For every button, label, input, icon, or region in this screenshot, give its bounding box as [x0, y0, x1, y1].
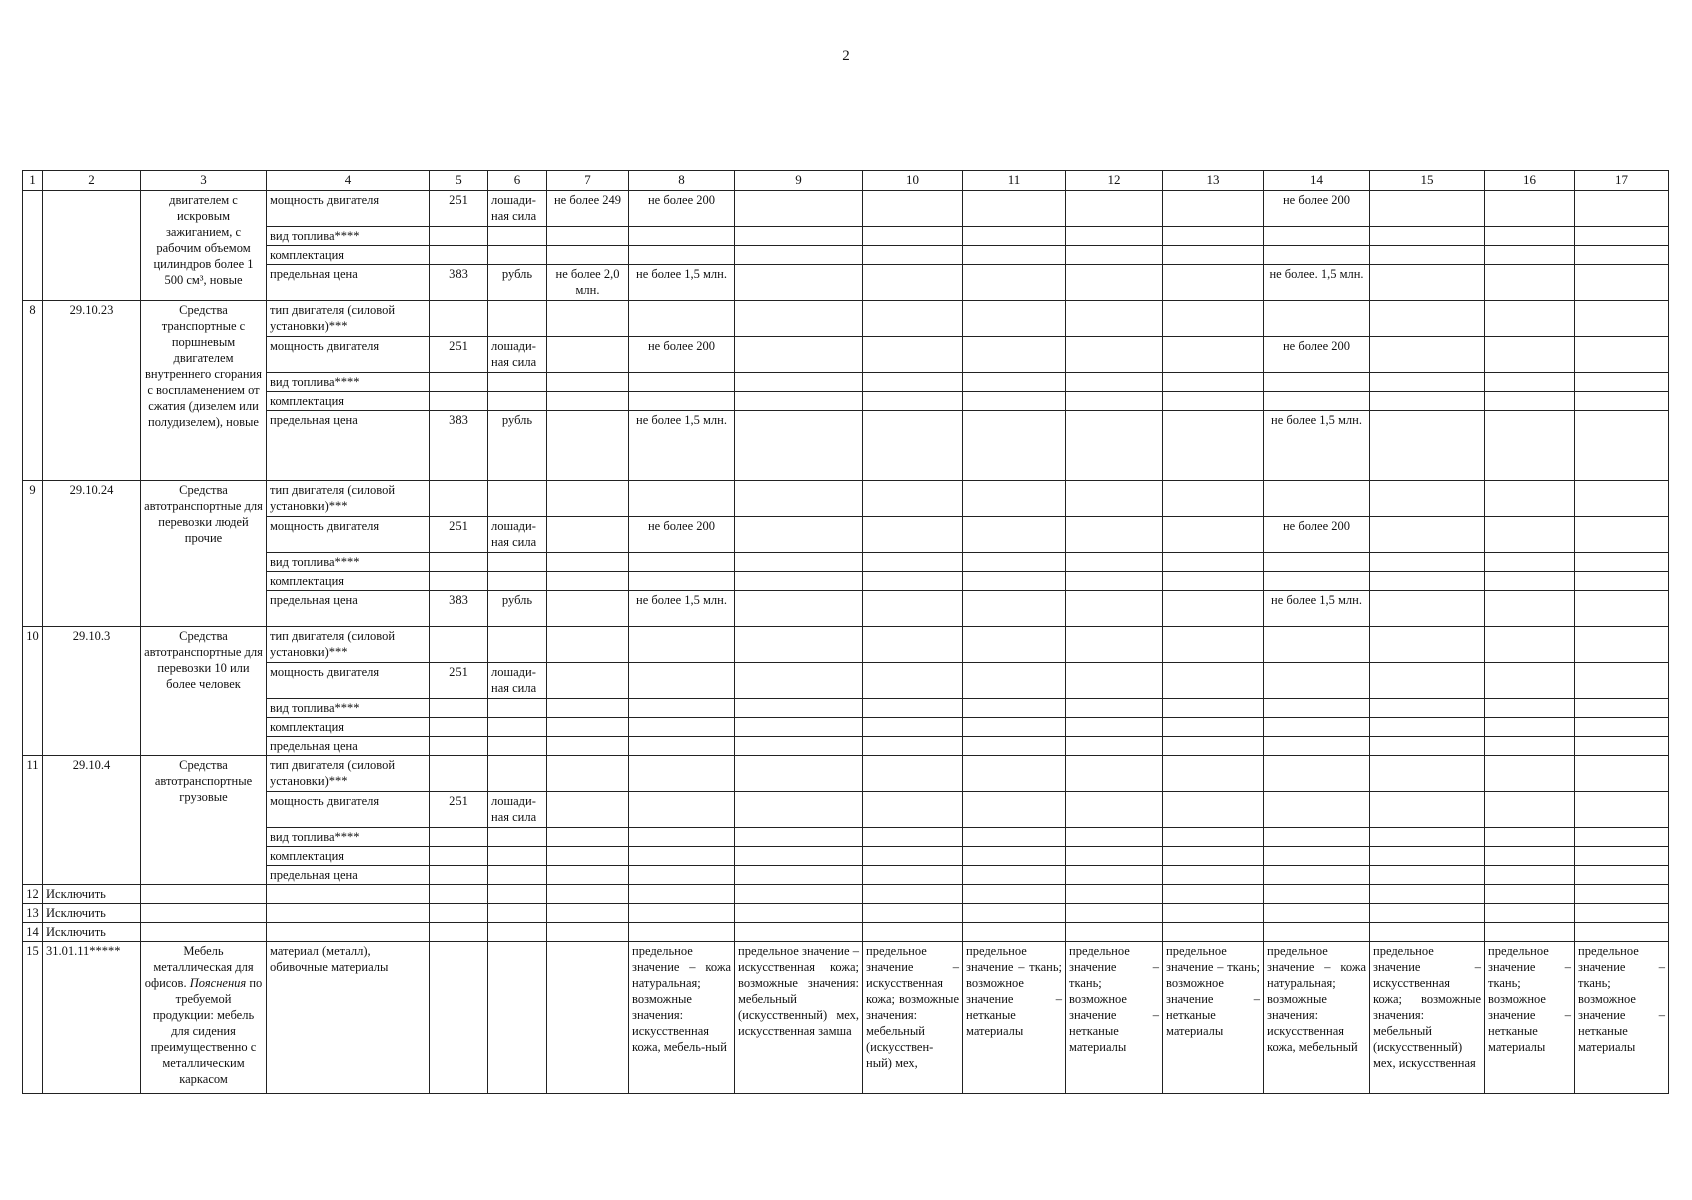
table-row [23, 553, 1669, 572]
value-col16: предельное значение – ткань; возможное значение – нетканые материалы [1485, 942, 1575, 1094]
unit-name: лошади-ная сила [488, 792, 547, 828]
param-label: мощность двигателя [267, 517, 430, 553]
okei-code: 383 [430, 591, 488, 627]
excluded-label: Исключить [43, 904, 141, 923]
value-col8: не более 200 [629, 337, 735, 373]
param-label: вид топлива**** [267, 227, 430, 246]
value-col14: не более 1,5 млн. [1264, 591, 1370, 627]
okpd-code: 29.10.24 [43, 481, 141, 627]
param-label: мощность двигателя [267, 191, 430, 227]
value-col8: не более 200 [629, 517, 735, 553]
table-row [23, 411, 1669, 481]
okei-code: 383 [430, 411, 488, 481]
table-row [23, 792, 1669, 828]
table-row [23, 627, 1669, 663]
row-number: 14 [23, 923, 43, 942]
param-label: вид топлива**** [267, 373, 430, 392]
requirements-table [22, 170, 1669, 1094]
row-number: 9 [23, 481, 43, 627]
param-label: мощность двигателя [267, 792, 430, 828]
product-name [141, 942, 267, 1094]
param-label: тип двигателя (силовой установки)*** [267, 301, 430, 337]
column-header: 16 [1485, 171, 1575, 191]
table-row [23, 591, 1669, 627]
table-row [23, 227, 1669, 246]
table-row [23, 718, 1669, 737]
okpd-code: 31.01.11***** [43, 942, 141, 1094]
value-col7: не более 249 [547, 191, 629, 227]
unit-name: рубль [488, 265, 547, 301]
param-label: комплектация [267, 718, 430, 737]
table-row [23, 301, 1669, 337]
product-name-main: Мебель металлическая для офисов. [144, 944, 254, 990]
table-row [23, 663, 1669, 699]
okpd-code: 29.10.3 [43, 627, 141, 756]
column-header: 8 [629, 171, 735, 191]
unit-name: лошади-ная сила [488, 337, 547, 373]
param-label: комплектация [267, 392, 430, 411]
param-label: предельная цена [267, 591, 430, 627]
row-number: 13 [23, 904, 43, 923]
value-col10: предельное значение – искусственная кожа; возможные значения: мебельный (искусствен-ный) мех, [863, 942, 963, 1094]
okei-code: 383 [430, 265, 488, 301]
table-row [23, 572, 1669, 591]
table-row [23, 737, 1669, 756]
okei-code: 251 [430, 663, 488, 699]
value-col8: не более 1,5 млн. [629, 591, 735, 627]
okei-code: 251 [430, 517, 488, 553]
param-label: комплектация [267, 847, 430, 866]
table-row [23, 392, 1669, 411]
value-col17: предельное значение – ткань; возможное значение – нетканые материалы [1575, 942, 1669, 1094]
param-label: комплектация [267, 246, 430, 265]
param-label: вид топлива**** [267, 828, 430, 847]
table-row [23, 517, 1669, 553]
value-col14: не более 200 [1264, 517, 1370, 553]
product-name: Средства автотранспортные для перевозки 10 или более человек [141, 627, 267, 756]
okpd-code: 29.10.4 [43, 756, 141, 885]
column-header: 2 [43, 171, 141, 191]
table-row [23, 756, 1669, 792]
param-label: предельная цена [267, 265, 430, 301]
table-row [23, 191, 1669, 227]
table-row [23, 942, 1669, 1094]
table-row [23, 866, 1669, 885]
value-col8: предельное значение – кожа натуральная; возможные значения: искусственная кожа, мебель-ный [629, 942, 735, 1094]
param-label: комплектация [267, 572, 430, 591]
value-col8: не более 1,5 млн. [629, 411, 735, 481]
column-header: 17 [1575, 171, 1669, 191]
value-col14: не более. 1,5 млн. [1264, 265, 1370, 301]
value-col14: не более 200 [1264, 191, 1370, 227]
param-label: мощность двигателя [267, 663, 430, 699]
value-col8: не более 1,5 млн. [629, 265, 735, 301]
column-header: 3 [141, 171, 267, 191]
param-label: тип двигателя (силовой установки)*** [267, 627, 430, 663]
value-col11: предельное значение – ткань; возможное значение – нетканые материалы [963, 942, 1066, 1094]
excluded-label: Исключить [43, 923, 141, 942]
column-header: 14 [1264, 171, 1370, 191]
param-label: тип двигателя (силовой установки)*** [267, 481, 430, 517]
param-label: предельная цена [267, 411, 430, 481]
okei-code: 251 [430, 337, 488, 373]
column-header: 4 [267, 171, 430, 191]
value-col15: предельное значение – искусственная кожа; возможные значения: мебельный (искусственный) мех, искусственная [1370, 942, 1485, 1094]
product-name: Средства автотранспортные для перевозки людей прочие [141, 481, 267, 627]
table-row [23, 265, 1669, 301]
column-header: 5 [430, 171, 488, 191]
value-col14: не более 200 [1264, 337, 1370, 373]
product-name: Средства транспортные с поршневым двигателем внутреннего сгорания с воспламенением от сжатия (дизелем или полудизелем), новые [141, 301, 267, 481]
page-number: 2 [842, 48, 850, 64]
column-header: 10 [863, 171, 963, 191]
row-number: 11 [23, 756, 43, 885]
excluded-label: Исключить [43, 885, 141, 904]
product-name: двигателем с искровым зажиганием, с рабочим объемом цилиндров более 1 500 см³, новые [141, 191, 267, 301]
unit-name: рубль [488, 411, 547, 481]
param-label: вид топлива**** [267, 699, 430, 718]
column-header: 1 [23, 171, 43, 191]
unit-name: лошади-ная сила [488, 663, 547, 699]
param-label: материал (металл), обивочные материалы [267, 942, 430, 1094]
table-row [23, 904, 1669, 923]
product-name: Средства автотранспортные грузовые [141, 756, 267, 885]
table-row [23, 699, 1669, 718]
unit-name: лошади-ная сила [488, 191, 547, 227]
unit-name: рубль [488, 591, 547, 627]
okei-code: 251 [430, 191, 488, 227]
column-header: 6 [488, 171, 547, 191]
param-label: предельная цена [267, 866, 430, 885]
row-number: 15 [23, 942, 43, 1094]
okpd-code: 29.10.23 [43, 301, 141, 481]
param-label: мощность двигателя [267, 337, 430, 373]
okei-code: 251 [430, 792, 488, 828]
table-row [23, 246, 1669, 265]
row-number: 12 [23, 885, 43, 904]
table-row [23, 828, 1669, 847]
table-row [23, 847, 1669, 866]
row-number: 10 [23, 627, 43, 756]
column-header: 11 [963, 171, 1066, 191]
param-label: вид топлива**** [267, 553, 430, 572]
product-note-label: Пояснения [189, 976, 247, 990]
table-row [23, 337, 1669, 373]
column-header: 13 [1163, 171, 1264, 191]
param-label: предельная цена [267, 737, 430, 756]
value-col9: предельное значение – искусственная кожа; возможные значения: мебельный (искусственный) мех, искусственная замша [735, 942, 863, 1094]
column-number-row [23, 171, 1669, 191]
table-row [23, 923, 1669, 942]
column-header: 12 [1066, 171, 1163, 191]
column-header: 15 [1370, 171, 1485, 191]
value-col14: не более 1,5 млн. [1264, 411, 1370, 481]
value-col8: не более 200 [629, 191, 735, 227]
value-col7: не более 2,0 млн. [547, 265, 629, 301]
table-row [23, 885, 1669, 904]
column-header: 9 [735, 171, 863, 191]
column-header: 7 [547, 171, 629, 191]
value-col14: предельное значение – кожа натуральная; возможные значения: искусственная кожа, мебельный [1264, 942, 1370, 1094]
table-row [23, 481, 1669, 517]
product-note-text: по требуемой продукции: мебель для сидения преимущественно с металлическим каркасом [150, 976, 263, 1086]
table-row [23, 373, 1669, 392]
unit-name: лошади-ная сила [488, 517, 547, 553]
value-col12: предельное значение – ткань; возможное значение – нетканые материалы [1066, 942, 1163, 1094]
value-col13: предельное значение – ткань; возможное значение – нетканые материалы [1163, 942, 1264, 1094]
row-number: 8 [23, 301, 43, 481]
param-label: тип двигателя (силовой установки)*** [267, 756, 430, 792]
